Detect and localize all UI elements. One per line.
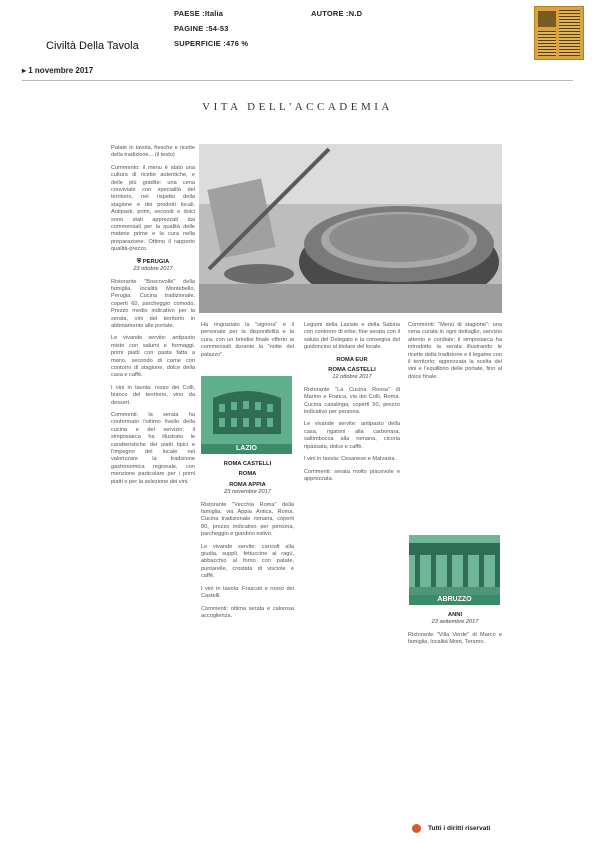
article-column-3 (304, 322, 400, 707)
col3-restaurant: Ristorante "La Cucina Rossa" di Marino e Franca, via dei Colli, Roma. Cucina casalinga, coperti 50, prezzo indicativo per persona. (304, 386, 400, 416)
location-roma-castelli: ROMA CASTELLI (223, 461, 272, 467)
col2-comments: Commenti: ottima serata e calorosa accoglienza. (201, 605, 294, 619)
location-roma-castelli: ROMA CASTELLI (328, 367, 376, 374)
issue-date-text: 1 novembre 2017 (28, 66, 94, 75)
location-roma-eur: ROMA EUR (336, 356, 368, 363)
col1-wines: I vini in tavola: rosso dei Colli, bianco del territorio, vino da dessert. (111, 384, 195, 406)
region-tag-abruzzo: ABRUZZO (409, 595, 500, 605)
masthead: Civiltà Della Tavola (46, 40, 139, 52)
issue-date: ▸ 1 novembre 2017 (22, 66, 94, 75)
copyright-notice: Tutti i diritti riservati (428, 825, 491, 832)
location-date: 23 ottobre 2017 (133, 266, 173, 273)
article-column-1 (111, 145, 195, 705)
location-roma: ROMA (238, 471, 257, 478)
article-column-4-body (408, 609, 502, 709)
col3-text: Legumi della Laziale e della Sabina con contorno di erbe; fine serata con il saluto del Delegato e la consegna del guidoncino al titolare del locale. (304, 322, 400, 351)
col2-text: Ha ringraziato la "signora" e il personale per la disponibilità e la cura, con un brindisi finale offerto ai commensali durante la "notte del palazzo". (201, 322, 294, 358)
col1-restaurant: Ristorante "Boscovolle" della famiglia, località Montebello, Perugia. Cucina tradizionale, coperti 60, parcheggio comodo. Prezzo medio indicativo per la serata, vini del territorio in abbinamento alle portate. (111, 278, 195, 329)
food-photo (199, 144, 502, 313)
col1-intro: Patate in tavola, fresche e ricette della tradizione... (il testo) (111, 145, 195, 159)
col1-text: Commento: il menu è stato una cultura di ricette autentiche, e delle più gradite: una cena conviviale con specialità del territorio, nel rispetto della stagione e dei prodotti locali. Antipasti, primi, secondi e dolci sono stati apprezzati dai commensali per la qualità delle materie prime e la cura nella preparazione. Ottimo il rapporto qualità-prezzo. (111, 164, 195, 253)
author-field: AUTORE :N.D (311, 9, 363, 18)
colosseum-image (201, 376, 292, 444)
article-column-2-body (201, 458, 294, 708)
location-date: 12 ottobre 2017 (332, 374, 372, 381)
col4-restaurant: Ristorante "Villa Verde" di Marco e famiglia, località Mont, Teramo. (408, 631, 502, 646)
col3-wines: I vini in tavola: Cesanese e Malvasia. (304, 456, 397, 463)
col4-text: Commenti: "Menù di stagione": una cena curata in ogni dettaglio, servizio attento e cordiale; il simposiarca ha introdotto la serata illustrando le ricette della tradizione e il legame con il territorio; apprezzata la scelta dei vini e l'equilibrio delle portate, fino al dolce finale. (408, 322, 502, 380)
location-date: 23 settembre 2017 (431, 619, 479, 626)
section-title: VITA DELL'ACCADEMIA (202, 101, 393, 113)
location-date: 23 novembre 2017 (224, 489, 271, 496)
location-roma-appia: ROMA APPIA (229, 481, 266, 488)
col2-restaurant: Ristorante "Vecchia Roma" della famiglia, via Appia Antica, Roma. Cucina tradizionale romana, coperti 80, prezzo indicativo per persona, parcheggio e giardino estivo. (201, 501, 294, 538)
col3-menu: Le vivande servite: antipasto della casa, rigatoni alla carbonara, saltimbocca alla romana, cicoria ripassata, dolce e caffè. (304, 421, 400, 450)
copyright-icon (412, 824, 421, 833)
article-column-4 (408, 322, 502, 522)
aqueduct-image (409, 535, 500, 595)
col1-menu: Le vivande servite: antipasto misto con salumi e formaggi, primi piatti con pasta fatta a mano, secondo di carne con contorni di stagione, dolce della casa e caffè. (111, 335, 195, 379)
col3-comments: Commenti: serata molto piacevole e apprezzata. (304, 468, 400, 482)
page-thumbnail[interactable] (534, 6, 584, 60)
col2-menu: Le vivande servite: carciofi alla giudia, supplì, fettuccine al ragù, abbacchio al forno con patate, puntarelle, crostata di visciole e caffè. (201, 543, 294, 580)
location-perugia: ⛨ PERUGIA (136, 258, 170, 265)
header-divider (22, 80, 573, 81)
surface-field: SUPERFICIE :476 % (174, 39, 249, 48)
location-anni: ANNI (447, 612, 463, 618)
pages-field: PAGINE :54-53 (174, 24, 229, 33)
region-tag-lazio: LAZIO (201, 444, 292, 454)
col1-comments: Commenti: la serata ha confermato l'ottimo livello della cucina e del servizio; il simposiarca ha illustrato le caratteristiche dei piatti tipici e l'impegno del locale nel valorizzare la tradizione gastronomica regionale, con menzione particolare per i primi piatti e per la selezione dei vini. (111, 412, 195, 485)
country-field: PAESE :Italia (174, 9, 224, 18)
col2-wines: I vini in tavola: Frascati e rosso dei Castelli. (201, 585, 294, 600)
